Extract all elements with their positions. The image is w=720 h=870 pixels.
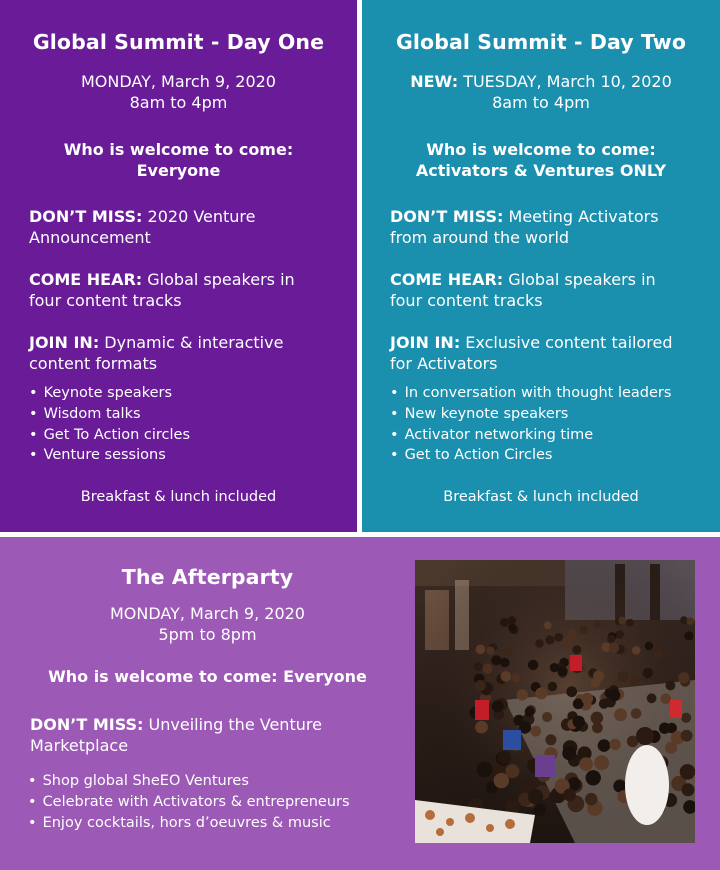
dont-miss-label: DON’T MISS: [29,207,143,226]
list-item: • In conversation with thought leaders [390,383,671,404]
list-item: • Get to Action Circles [390,445,671,466]
dont-miss-text-2: Marketplace [30,736,129,755]
afterparty-bullet-list [28,771,350,833]
day-two-who-label: Who is welcome to come: [426,140,656,159]
day-one-dont-miss [29,206,256,248]
new-label: NEW: [410,72,459,91]
join-in-text-2: for Activators [390,354,498,373]
list-item: • New keynote speakers [390,404,671,425]
list-item: • Wisdom talks [29,404,190,425]
join-in-text: Exclusive content tailored [460,333,673,352]
day-one-who-label: Who is welcome to come: [63,140,294,159]
day-one-footer: Breakfast & lunch included [80,489,277,505]
come-hear-label: COME HEAR: [390,270,504,289]
come-hear-text-2: four content tracks [29,291,182,310]
afterparty-title: The Afterparty [121,565,294,589]
come-hear-text: Global speakers in [503,270,656,289]
dont-miss-text: Unveiling the Venture [143,715,322,734]
list-item: • Shop global SheEO Ventures [28,771,350,792]
dont-miss-text: Meeting Activators [503,207,659,226]
come-hear-text: Global speakers in [142,270,295,289]
day-two-bullet-list [390,383,671,466]
day-one-who-value: Everyone [136,161,221,180]
list-item: • Enjoy cocktails, hors d’oeuvres & music [28,813,350,834]
day-two-who-value: Activators & Ventures ONLY [415,161,667,180]
day-two-come-hear [390,269,656,311]
day-two-time: 8am to 4pm [492,93,590,112]
day-two-join-in [390,332,673,374]
afterparty-date: MONDAY, March 9, 2020 [110,604,305,623]
dont-miss-text-2: from around the world [390,228,570,247]
come-hear-label: COME HEAR: [29,270,143,289]
come-hear-text-2: four content tracks [390,291,543,310]
join-in-text-2: content formats [29,354,158,373]
day-one-join-in [29,332,283,374]
join-in-text: Dynamic & interactive [99,333,284,352]
afterparty-panel [0,537,720,870]
day-one-date: MONDAY, March 9, 2020 [81,72,276,91]
day-one-time: 8am to 4pm [129,93,228,112]
dont-miss-label: DON’T MISS: [30,715,144,734]
list-item: • Venture sessions [29,445,190,466]
day-two-dont-miss [390,206,659,248]
day-two-footer: Breakfast & lunch included [443,489,639,505]
dont-miss-text: 2020 Venture [142,207,256,226]
list-item: • Celebrate with Activators & entrepreneurs [28,792,350,813]
dont-miss-text-2: Announcement [29,228,151,247]
join-in-label: JOIN IN: [390,333,461,352]
day-one-title: Global Summit - Day One [32,30,325,54]
day-two-title: Global Summit - Day Two [395,30,687,54]
day-one-panel [0,0,357,532]
afterparty-time: 5pm to 8pm [158,625,257,644]
afterparty-who: Who is welcome to come: Everyone [48,667,367,686]
day-two-panel [362,0,720,532]
join-in-label: JOIN IN: [29,333,100,352]
day-one-bullet-list [29,383,190,466]
list-item: • Activator networking time [390,425,671,446]
dont-miss-label: DON’T MISS: [390,207,504,226]
list-item: • Get To Action circles [29,425,190,446]
afterparty-crowd-photo [415,560,695,843]
afterparty-dont-miss [30,714,322,756]
day-two-date-text: TUESDAY, March 10, 2020 [458,72,672,91]
list-item: • Keynote speakers [29,383,190,404]
day-one-come-hear [29,269,295,311]
day-two-date [362,71,720,92]
